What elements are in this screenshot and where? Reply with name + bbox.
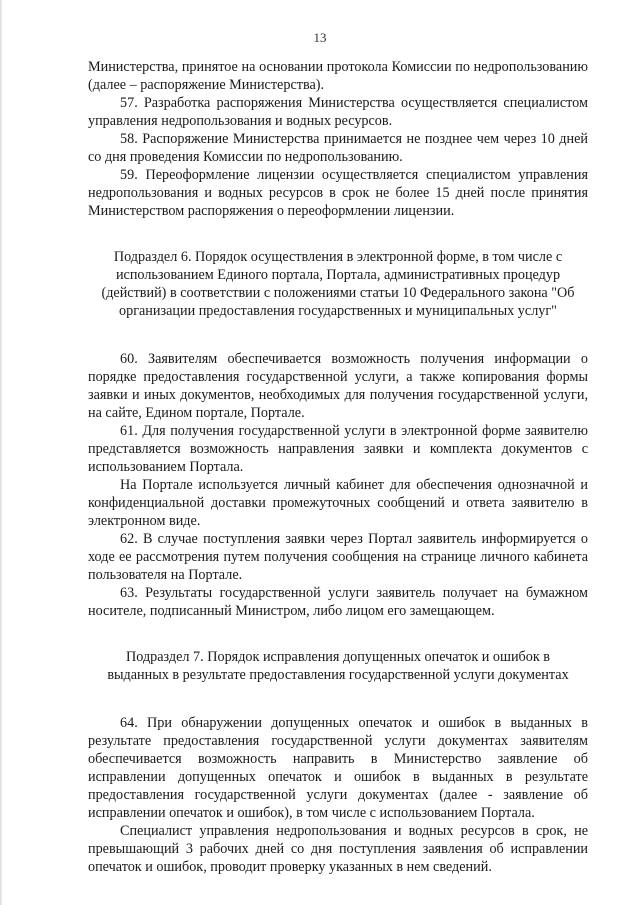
paragraph-59: 59. Переоформление лицензии осуществляется специалистом управления недропользования и водных ресурсов в срок не более 15 дней после принятия Министерством распоряжения о переоформлении лицензии.: [88, 167, 588, 219]
page-number: 13: [313, 30, 327, 45]
spacer: [88, 620, 588, 648]
paragraph-61-portal: На Портале используется личный кабинет для обеспечения однозначной и конфиденциальной доставки промежуточных сообщений и ответа заявителю в электронном виде.: [88, 477, 588, 529]
paragraph-64: 64. При обнаружении допущенных опечаток и ошибок в выданных в результате предоставления государственной услуги документах заявителям обеспечивается возможность направить в Министерство заявление об исправлении допущенных опечаток и ошибок в выданных в результате предоставления государственной услуги документах (далее - заявление об исправлении опечаток и ошибок), в том числе с использованием Портала.: [88, 715, 588, 821]
subsection-6-heading: Подраздел 6. Порядок осуществления в электронной форме, в том числе с использованием Единого портала, Портала, административных процедур (действий) в соответствии с положениями статьи 10 Федерального закона "Об организации предоставления государственных и муниципальных услуг": [101, 249, 575, 319]
paragraph-64-specialist: Специалист управления недропользования и водных ресурсов в срок, не превышающий 3 рабочих дней со дня поступления заявления об исправлении опечаток и ошибок, проводит проверку указанных в нем сведений.: [88, 823, 588, 875]
paragraph-continuation: Министерства, принятое на основании протокола Комиссии по недропользованию (далее – распоряжение Министерства).: [88, 59, 588, 93]
subsection-7-heading: Подраздел 7. Порядок исправления допущенных опечаток и ошибок в выданных в результате предоставления государственной услуги документах: [107, 649, 569, 683]
paragraph-62: 62. В случае поступления заявки через Портал заявитель информируется о ходе ее рассмотрения путем получения сообщения на странице личного кабинета пользователя на Портале.: [88, 531, 588, 583]
paragraph-60: 60. Заявителям обеспечивается возможность получения информации о порядке предоставления государственной услуги, а также копирования формы заявки и иных документов, необходимых для получения государственной услуги, на сайте, Едином портале, Портале.: [88, 351, 588, 421]
spacer: [88, 220, 588, 248]
paragraph-63: 63. Результаты государственной услуги заявитель получает на бумажном носителе, подписанный Министром, либо лицом его замещающем.: [88, 585, 588, 619]
spacer: [88, 320, 588, 350]
document-body: [88, 58, 588, 876]
paragraph-57: 57. Разработка распоряжения Министерства осуществляется специалистом управления недропользования и водных ресурсов.: [88, 95, 588, 129]
scan-edge: [0, 0, 3, 905]
paragraph-61: 61. Для получения государственной услуги в электронной форме заявителю представляется возможность направления заявки и комплекта документов с использованием Портала.: [88, 423, 588, 475]
paragraph-58: 58. Распоряжение Министерства принимается не позднее чем через 10 дней со дня проведения Комиссии по недропользованию.: [88, 131, 588, 165]
spacer: [88, 684, 588, 714]
